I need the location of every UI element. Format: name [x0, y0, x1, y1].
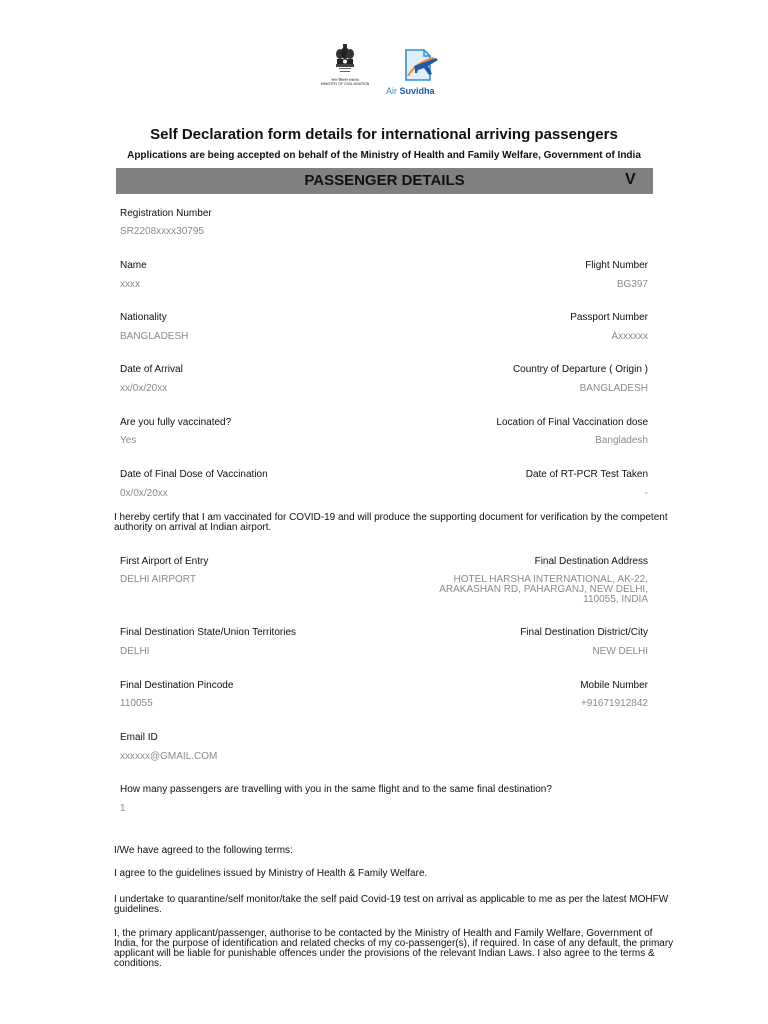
final-district-label: Final Destination District/City — [520, 627, 648, 638]
section-collapse-toggle[interactable]: V — [625, 171, 636, 188]
final-state-label: Final Destination State/Union Territories — [120, 627, 297, 638]
passport-number-value: Axxxxxx — [611, 331, 648, 342]
emblem-english-text: MINISTRY OF CIVIL AVIATION — [320, 82, 370, 86]
final-dose-date-value: 0x/0x/20xx — [120, 488, 168, 499]
nationality-label: Nationality — [120, 312, 167, 323]
passenger-count-value: 1 — [120, 803, 126, 814]
country-of-departure-label: Country of Departure ( Origin ) — [512, 364, 648, 375]
final-district-value: NEW DELHI — [592, 646, 648, 657]
date-of-arrival-value: xx/0x/20xx — [120, 383, 168, 394]
date-of-arrival-label: Date of Arrival — [120, 364, 183, 375]
final-dose-date-label: Date of Final Dose of Vaccination — [120, 469, 268, 480]
passenger-details-section-header[interactable] — [116, 168, 653, 194]
page-title: Self Declaration form details for international arriving passengers — [150, 126, 618, 143]
header-logos — [0, 44, 768, 104]
ashoka-emblem-icon — [334, 44, 356, 78]
flight-number-label: Flight Number — [585, 260, 648, 271]
rtpcr-date-label: Date of RT-PCR Test Taken — [525, 469, 648, 480]
fully-vaccinated-label: Are you fully vaccinated? — [120, 417, 232, 428]
email-value: xxxxxx@GMAIL.COM — [120, 751, 218, 762]
email-label: Email ID — [120, 732, 158, 743]
vaccination-certification-text: I hereby certify that I am vaccinated for COVID-19 and will produce the supporting document for verification by the competent authority on arrival at Indian airport. — [114, 512, 668, 533]
term-contact-authorisation-text: I, the primary applicant/passenger, authorise to be contacted by the Ministry of Health and Family Welfare, Government of India, for the purpose of identification and related checks of my co-passenger(s), if required. In case of any default, the primary applicant will be liable for punishable offences under the provisions of the relevant Indian Laws. I also agree to the terms & conditions. — [114, 928, 674, 969]
mobile-number-value: +91671912842 — [580, 698, 648, 709]
brand-word-air: Air — [386, 86, 397, 96]
rtpcr-date-value: - — [644, 488, 648, 499]
mobile-number-label: Mobile Number — [580, 680, 648, 691]
term-guidelines-text: I agree to the guidelines issued by Ministry of Health & Family Welfare. — [114, 868, 428, 879]
country-of-departure-value: BANGLADESH — [579, 383, 648, 394]
passenger-count-label: How many passengers are travelling with you in the same flight and to the same final destination? — [120, 784, 552, 795]
final-pincode-value: 110055 — [120, 698, 153, 709]
name-label: Name — [120, 260, 147, 271]
air-suvidha-wordmark — [386, 86, 435, 96]
nationality-value: BANGLADESH — [120, 331, 189, 342]
final-vaccination-location-label: Location of Final Vaccination dose — [496, 417, 648, 428]
first-airport-label: First Airport of Entry — [120, 556, 209, 567]
name-value: xxxx — [120, 279, 140, 290]
final-destination-address-label: Final Destination Address — [534, 556, 648, 567]
registration-number-value: SR2208xxxx30795 — [120, 226, 204, 237]
fully-vaccinated-value: Yes — [120, 435, 137, 446]
page-subtitle: Applications are being accepted on behalf of the Ministry of Health and Family Welfare, Government of India — [127, 150, 641, 161]
air-suvidha-logo — [386, 48, 452, 100]
airplane-document-icon — [400, 48, 440, 84]
first-airport-value: DELHI AIRPORT — [120, 574, 196, 585]
national-emblem-logo — [318, 44, 372, 100]
term-quarantine-text: I undertake to quarantine/self monitor/take the self paid Covid-19 test on arrival as applicable to me as per the latest MOHFW guidelines. — [114, 894, 669, 915]
flight-number-value: BG397 — [616, 279, 648, 290]
section-title: PASSENGER DETAILS — [304, 172, 465, 189]
final-state-value: DELHI — [120, 646, 150, 657]
brand-word-suvidha: Suvidha — [399, 86, 435, 96]
final-vaccination-location-value: Bangladesh — [595, 435, 648, 446]
final-destination-address-value: HOTEL HARSHA INTERNATIONAL, AK-22, ARAKASHAN RD, PAHARGANJ, NEW DELHI, 110055, INDIA — [439, 574, 648, 605]
terms-intro-text: I/We have agreed to the following terms: — [114, 845, 293, 856]
final-pincode-label: Final Destination Pincode — [120, 680, 234, 691]
passport-number-label: Passport Number — [570, 312, 648, 323]
emblem-hindi-text: नागर विमानन मंत्रालय — [331, 78, 359, 82]
registration-number-label: Registration Number — [120, 208, 212, 219]
